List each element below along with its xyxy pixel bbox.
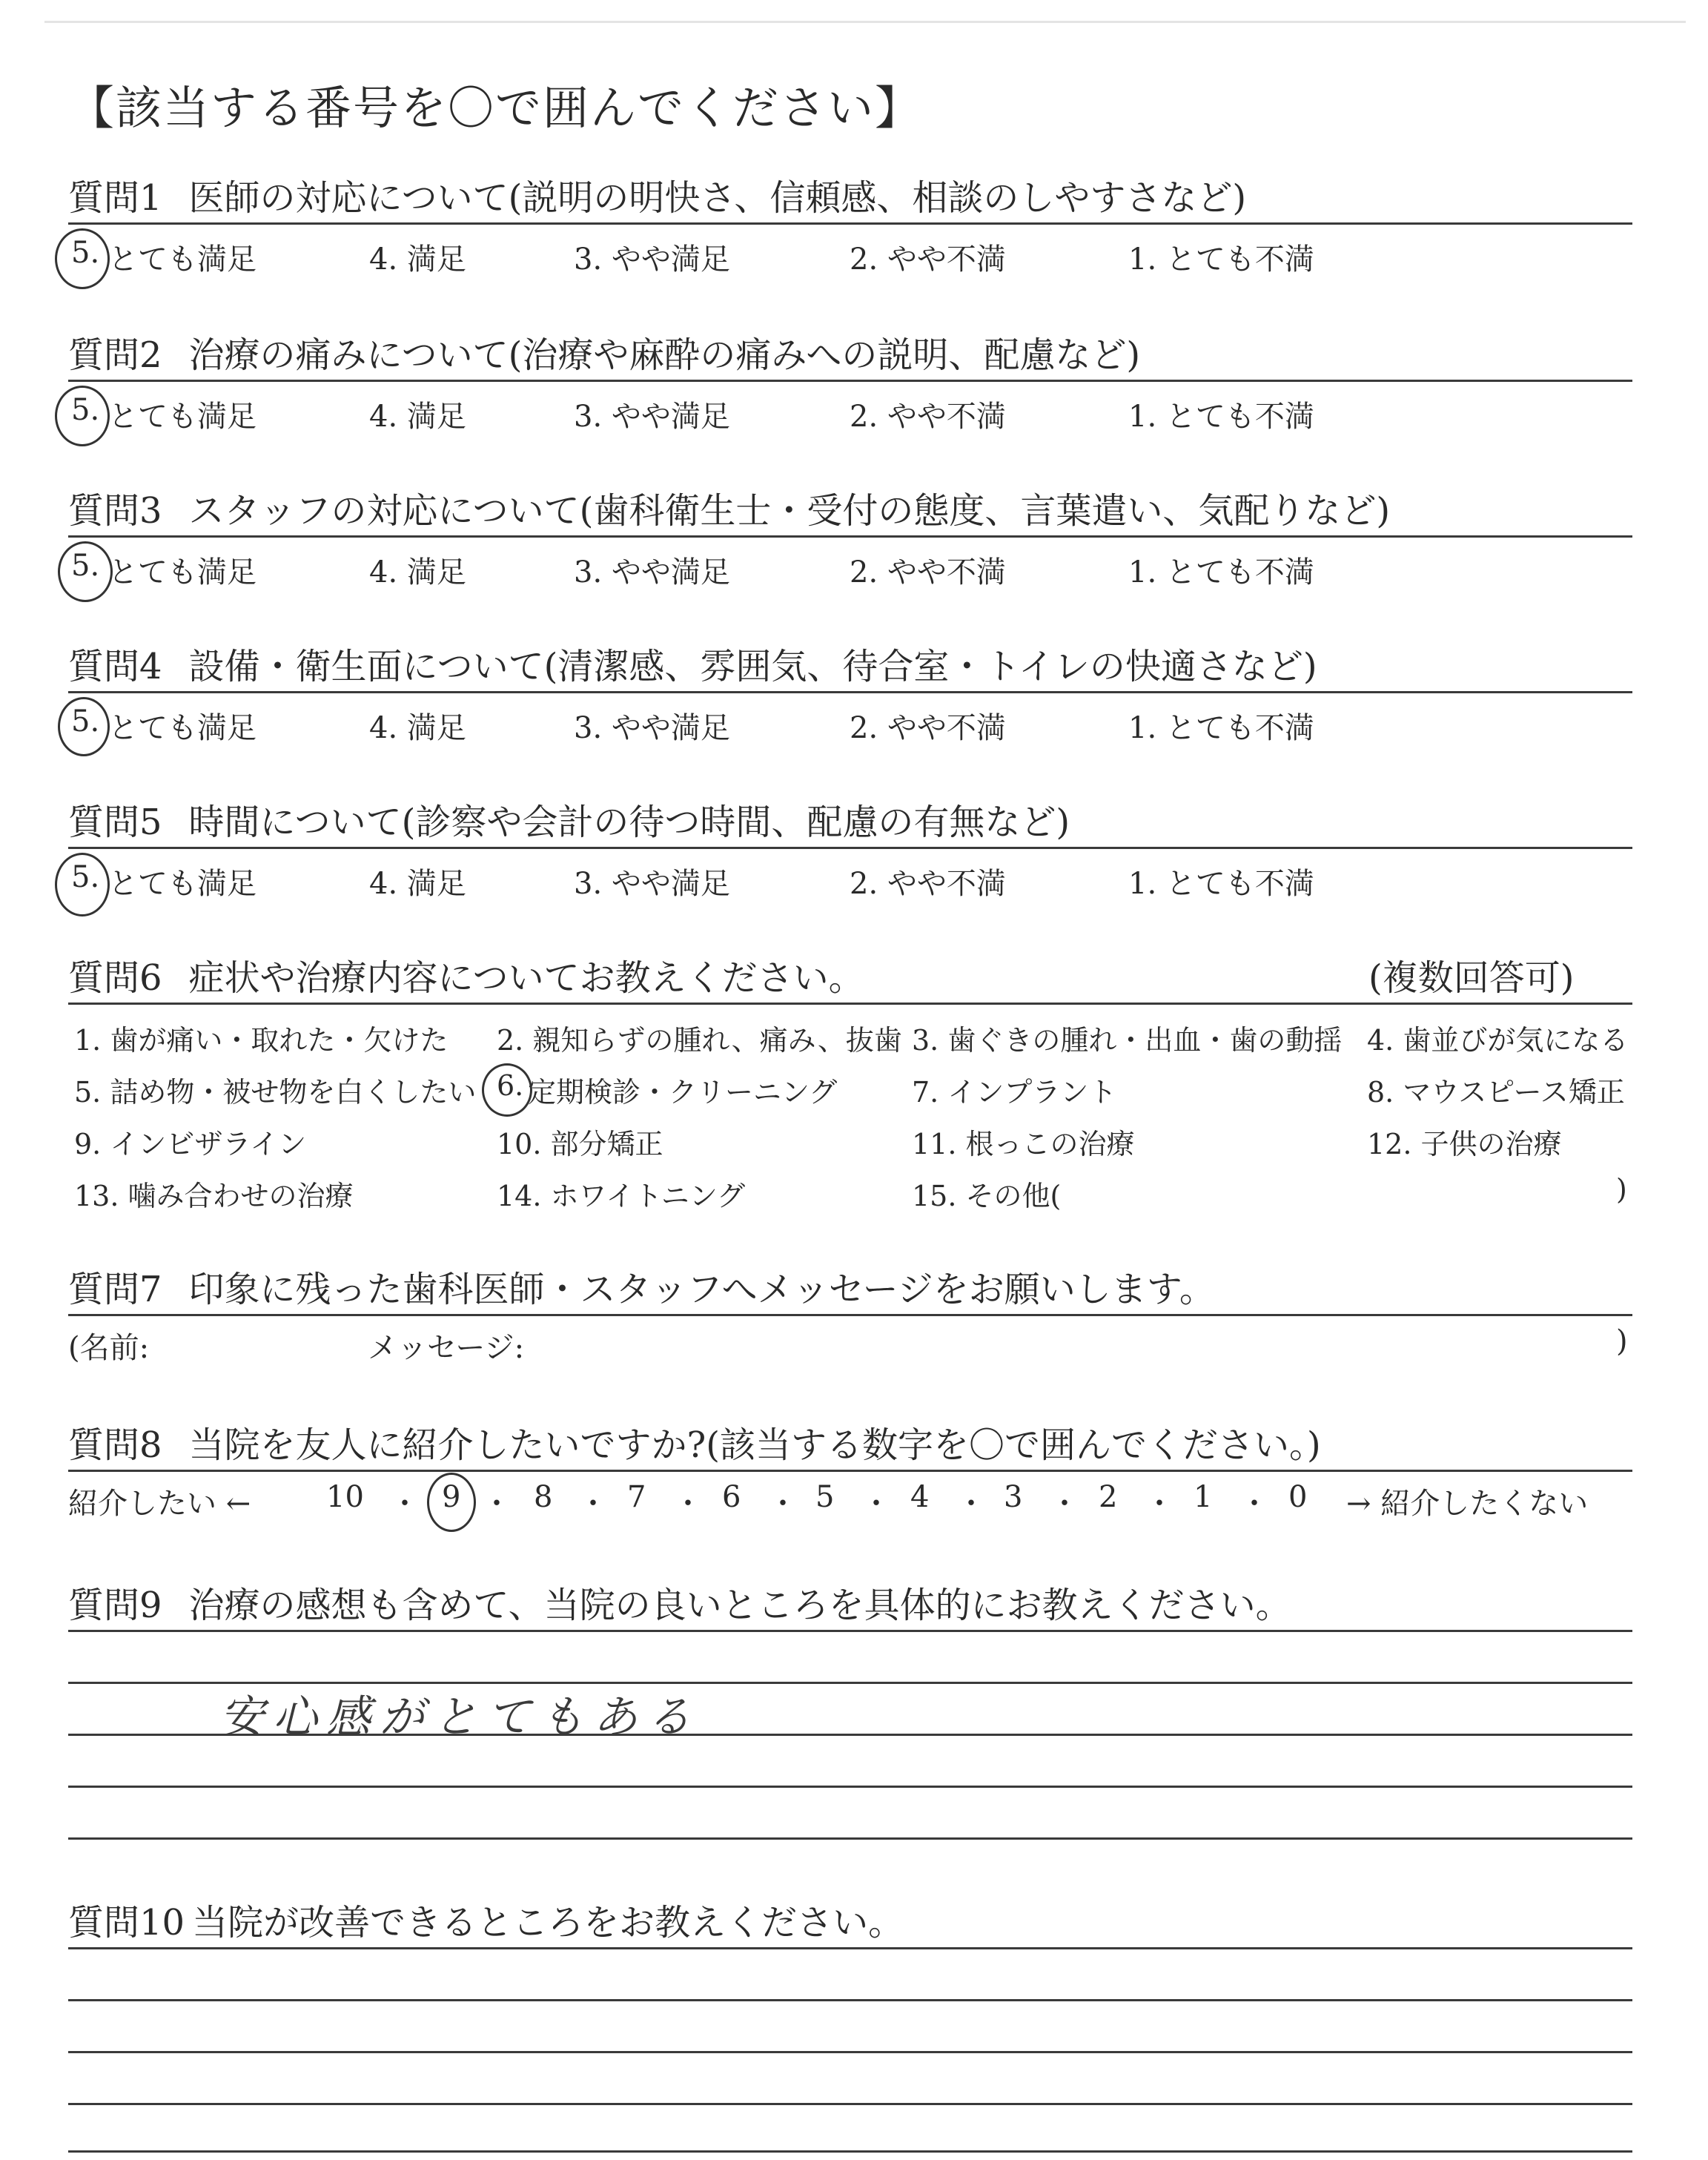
question-4-text: 設備・衛生面について(清潔感、雰囲気、待合室・トイレの快適さなど) bbox=[188, 646, 1317, 687]
q8-sep-2: ・ bbox=[482, 1487, 512, 1521]
q8-sep-10: ・ bbox=[1239, 1487, 1269, 1521]
q8-scale-0[interactable]: 0 bbox=[1288, 1480, 1308, 1514]
q6-choice-15[interactable]: 15. その他( bbox=[912, 1180, 1062, 1212]
q4-option-1[interactable]: 1. とても不満 bbox=[1128, 711, 1314, 745]
q5-option-1[interactable]: 1. とても不満 bbox=[1128, 867, 1314, 901]
q2-option-2[interactable]: 2. やや不満 bbox=[850, 400, 1006, 434]
q6-choice-4[interactable]: 4. 歯並びが気になる bbox=[1367, 1024, 1629, 1057]
question-7-text: 印象に残った歯科医師・スタッフへメッセージをお願いします。 bbox=[188, 1269, 1215, 1310]
q1-option-1[interactable]: 1. とても不満 bbox=[1128, 242, 1314, 277]
question-4-rule bbox=[68, 691, 1632, 693]
q3-selected-circle bbox=[58, 541, 113, 602]
question-7-rule bbox=[68, 1314, 1632, 1316]
q8-right-label: → 紹介したくない bbox=[1346, 1487, 1589, 1521]
q1-option-5-number[interactable]: 5. bbox=[71, 236, 100, 270]
q2-selected-circle bbox=[55, 386, 110, 446]
q9-answer-line-1 bbox=[68, 1630, 1632, 1632]
page-title: 【該当する番号を〇で囲んでください】 bbox=[68, 81, 923, 135]
q9-answer-line-4 bbox=[68, 1786, 1632, 1788]
q1-option-3[interactable]: 3. やや満足 bbox=[574, 242, 730, 277]
question-2 bbox=[68, 326, 1140, 377]
q8-scale-10[interactable]: 10 bbox=[326, 1480, 364, 1514]
q6-choice-10[interactable]: 10. 部分矯正 bbox=[497, 1128, 663, 1160]
q8-sep-8: ・ bbox=[1050, 1487, 1079, 1521]
q8-selected-circle bbox=[427, 1473, 476, 1532]
question-1-label: 質問1 bbox=[68, 177, 162, 219]
question-7 bbox=[68, 1261, 1215, 1312]
q6-selected-circle bbox=[482, 1063, 532, 1117]
q6-choice-2[interactable]: 2. 親知らずの腫れ、痛み、抜歯 bbox=[497, 1024, 902, 1057]
question-10-label: 質問10 bbox=[68, 1902, 185, 1943]
question-2-rule bbox=[68, 380, 1632, 382]
question-9 bbox=[68, 1576, 1291, 1628]
q2-option-5-number[interactable]: 5. bbox=[71, 393, 100, 427]
question-6-rule bbox=[68, 1003, 1632, 1005]
q2-option-4[interactable]: 4. 満足 bbox=[369, 400, 466, 434]
q1-selected-circle bbox=[55, 228, 110, 289]
question-1 bbox=[68, 169, 1246, 220]
q3-option-4[interactable]: 4. 満足 bbox=[369, 555, 466, 589]
question-10-text: 当院が改善できるところをお教えください。 bbox=[192, 1902, 904, 1943]
q4-option-3[interactable]: 3. やや満足 bbox=[574, 711, 730, 745]
question-6-text: 症状や治療内容についてお教えください。 bbox=[188, 957, 864, 999]
question-6-note: (複数回答可) bbox=[1368, 957, 1575, 999]
q5-option-4[interactable]: 4. 満足 bbox=[369, 867, 466, 901]
question-2-text: 治療の痛みについて(治療や麻酔の痛みへの説明、配慮など) bbox=[188, 334, 1141, 376]
q8-sep-3: ・ bbox=[578, 1487, 608, 1521]
q6-choice-7[interactable]: 7. インプラント bbox=[912, 1076, 1117, 1109]
question-3-rule bbox=[68, 535, 1632, 538]
q3-option-5-number[interactable]: 5. bbox=[71, 549, 100, 583]
question-8-label: 質問8 bbox=[68, 1424, 162, 1466]
q9-handwritten-answer: 安心感がとてもある bbox=[219, 1691, 700, 1743]
question-3 bbox=[68, 482, 1390, 533]
q10-answer-line-4 bbox=[68, 2103, 1632, 2105]
q1-option-4[interactable]: 4. 満足 bbox=[369, 242, 466, 277]
q8-sep-4: ・ bbox=[673, 1487, 703, 1521]
q8-scale-7[interactable]: 7 bbox=[627, 1480, 646, 1514]
question-5-label: 質問5 bbox=[68, 802, 162, 843]
question-8 bbox=[68, 1416, 1321, 1467]
q5-selected-circle bbox=[55, 853, 110, 916]
question-4-label: 質問4 bbox=[68, 646, 162, 687]
q8-scale-5[interactable]: 5 bbox=[815, 1480, 835, 1514]
question-5-rule bbox=[68, 847, 1632, 849]
question-5-text: 時間について(診察や会計の待つ時間、配慮の有無など) bbox=[188, 802, 1070, 843]
question-3-text: スタッフの対応について(歯科衛生士・受付の態度、言葉遣い、気配りなど) bbox=[188, 490, 1391, 532]
q3-option-2[interactable]: 2. やや不満 bbox=[850, 555, 1006, 589]
q1-option-5-label[interactable]: とても満足 bbox=[108, 242, 256, 277]
question-1-rule bbox=[68, 222, 1632, 225]
q8-scale-6[interactable]: 6 bbox=[722, 1480, 741, 1514]
q8-scale-8[interactable]: 8 bbox=[534, 1480, 553, 1514]
q6-choice-5[interactable]: 5. 詰め物・被せ物を白くしたい bbox=[74, 1076, 477, 1109]
question-8-text: 当院を友人に紹介したいですか?(該当する数字を〇で囲んでください。) bbox=[188, 1424, 1321, 1466]
q6-choice-1[interactable]: 1. 歯が痛い・取れた・欠けた bbox=[74, 1024, 448, 1057]
q8-sep-1: ・ bbox=[390, 1487, 420, 1521]
q6-choice-6-number[interactable]: 6. bbox=[497, 1069, 524, 1102]
q8-scale-2[interactable]: 2 bbox=[1099, 1480, 1118, 1514]
question-7-label: 質問7 bbox=[68, 1269, 162, 1310]
q6-choice-9[interactable]: 9. インビザライン bbox=[74, 1128, 307, 1160]
q10-answer-line-3 bbox=[68, 2051, 1632, 2053]
q8-sep-7: ・ bbox=[956, 1487, 986, 1521]
q5-option-2[interactable]: 2. やや不満 bbox=[850, 867, 1006, 901]
q8-sep-6: ・ bbox=[861, 1487, 891, 1521]
q5-option-5-number[interactable]: 5. bbox=[71, 860, 100, 894]
question-8-rule bbox=[68, 1470, 1632, 1472]
q6-choice-8[interactable]: 8. マウスピース矯正 bbox=[1367, 1076, 1625, 1109]
q6-choice-3[interactable]: 3. 歯ぐきの腫れ・出血・歯の動揺 bbox=[912, 1024, 1343, 1057]
q7-name-label: (名前: bbox=[68, 1331, 150, 1365]
q8-sep-5: ・ bbox=[768, 1487, 798, 1521]
q6-choice-6-label[interactable]: 定期検診・クリーニング bbox=[528, 1076, 838, 1109]
q8-scale-3[interactable]: 3 bbox=[1004, 1480, 1023, 1514]
q5-option-5-label[interactable]: とても満足 bbox=[108, 867, 256, 901]
top-border bbox=[44, 21, 1686, 23]
question-6 bbox=[68, 949, 864, 1000]
q6-choice-14[interactable]: 14. ホワイトニング bbox=[497, 1180, 746, 1212]
q1-option-2[interactable]: 2. やや不満 bbox=[850, 242, 1006, 277]
q8-left-label: 紹介したい ← bbox=[68, 1487, 251, 1521]
q10-answer-line-1 bbox=[68, 1947, 1632, 1949]
q6-choice-13[interactable]: 13. 噛み合わせの治療 bbox=[74, 1180, 354, 1212]
q6-choice-15-close: ) bbox=[1616, 1173, 1627, 1206]
q5-option-3[interactable]: 3. やや満足 bbox=[574, 867, 730, 901]
q8-sep-9: ・ bbox=[1145, 1487, 1174, 1521]
question-1-text: 医師の対応について(説明の明快さ、信頼感、相談のしやすさなど) bbox=[188, 177, 1247, 219]
q10-answer-line-2 bbox=[68, 1999, 1632, 2001]
q4-selected-circle bbox=[58, 697, 110, 756]
q7-close-paren: ) bbox=[1616, 1324, 1628, 1358]
q6-choice-11[interactable]: 11. 根っこの治療 bbox=[912, 1128, 1135, 1160]
q3-option-3[interactable]: 3. やや満足 bbox=[574, 555, 730, 589]
q4-option-2[interactable]: 2. やや不満 bbox=[850, 711, 1006, 745]
question-9-label: 質問9 bbox=[68, 1585, 162, 1626]
q2-option-5-label[interactable]: とても満足 bbox=[108, 400, 256, 434]
q2-option-3[interactable]: 3. やや満足 bbox=[574, 400, 730, 434]
q4-option-5-number[interactable]: 5. bbox=[71, 704, 100, 739]
q9-answer-line-5 bbox=[68, 1837, 1632, 1840]
q3-option-5-label[interactable]: とても満足 bbox=[108, 555, 256, 589]
q8-scale-1[interactable]: 1 bbox=[1194, 1480, 1213, 1514]
question-3-label: 質問3 bbox=[68, 490, 162, 532]
question-9-text: 治療の感想も含めて、当院の良いところを具体的にお教えください。 bbox=[188, 1585, 1291, 1626]
q2-option-1[interactable]: 1. とても不満 bbox=[1128, 400, 1314, 434]
question-4 bbox=[68, 638, 1317, 689]
q6-choice-12[interactable]: 12. 子供の治療 bbox=[1367, 1128, 1562, 1160]
q10-answer-line-5 bbox=[68, 2150, 1632, 2153]
q3-option-1[interactable]: 1. とても不満 bbox=[1128, 555, 1314, 589]
q4-option-5-label[interactable]: とても満足 bbox=[108, 711, 256, 745]
question-10 bbox=[68, 1894, 904, 1945]
question-5 bbox=[68, 793, 1070, 845]
q4-option-4[interactable]: 4. 満足 bbox=[369, 711, 466, 745]
q8-scale-4[interactable]: 4 bbox=[910, 1480, 930, 1514]
question-6-label: 質問6 bbox=[68, 957, 162, 999]
q8-scale-9[interactable]: 9 bbox=[442, 1480, 461, 1514]
question-2-label: 質問2 bbox=[68, 334, 162, 376]
q7-message-label: メッセージ: bbox=[368, 1331, 525, 1365]
